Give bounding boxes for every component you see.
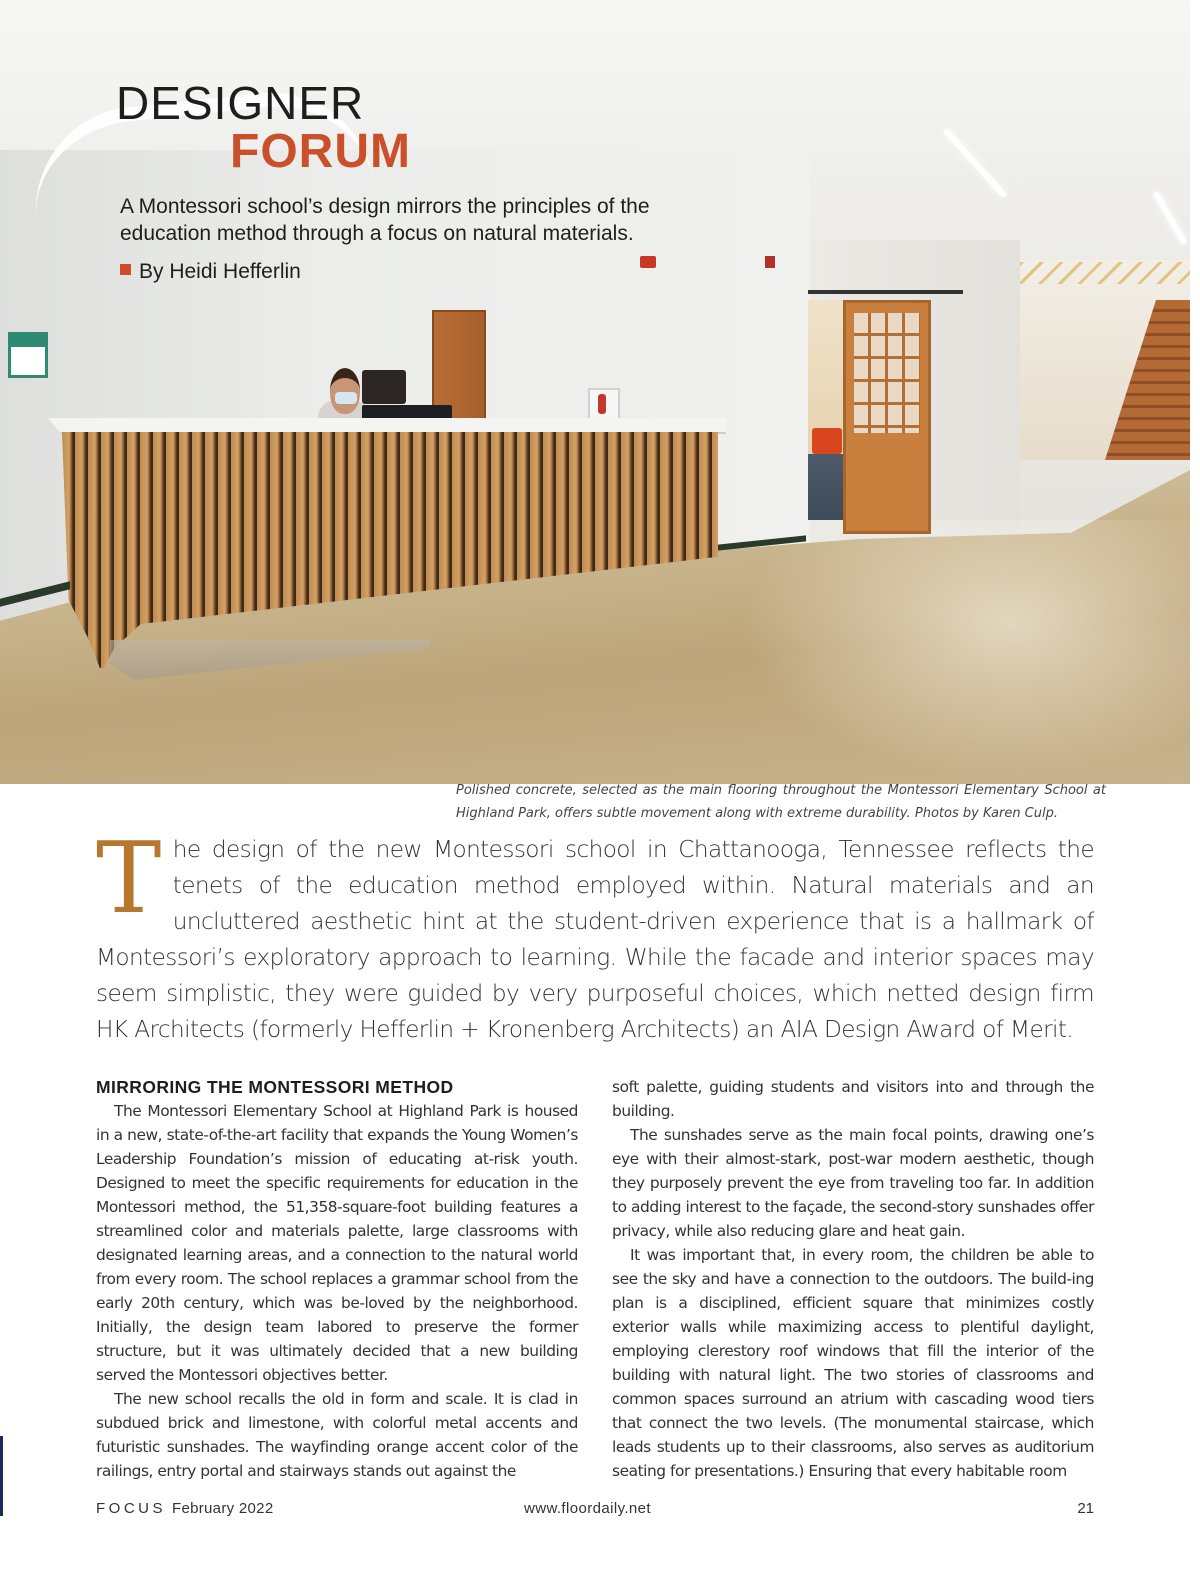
body-paragraph: The Montessori Elementary School at Highland Park is housed in a new, state-of-the-art facility that expands the Young Women’s Leadership Foundation’s mission of educating at-risk youth. Designed to meet the specific requirements for education in the Montessori method, the 51,358-square-foot building features a streamlined color and materials palette, large classrooms with designated learning areas, and a connection to the natural world from every room. The school replaces a grammar school from the early 20th century, which was be-loved by the neighborhood. Initially, the design team labored to preserve the former structure, but it was ultimately decided that a new building served the Montessori objectives better. xyxy=(96,1102,578,1384)
photo-room-sign xyxy=(8,332,48,378)
body-paragraph: The sunshades serve as the main focal points, drawing one’s eye with their almost-stark, post-war modern aesthetic, though they purposely prevent the eye from traveling too far. In addition to adding interest to the façade, the second-story sunshades offer privacy, while also reducing glare and heat gain. xyxy=(612,1126,1094,1240)
photo-reception-desk-top xyxy=(48,418,726,434)
photo-ceiling-light xyxy=(1152,191,1187,246)
page-edge-bar xyxy=(0,1436,3,1516)
body-paragraph: It was important that, in every room, the children be able to see the sky and have a connection to the outdoors. The build-ing plan is a disciplined, efficient square that minimizes costly exterior walls while maximizing access to plentiful daylight, employing clerestory roof windows that fill the interior of the building with natural light. The two stories of classrooms and common spaces surround an atrium with cascading wood tiers that connect the two levels. (The monumental staircase, which leads students up to their classrooms, also serves as auditorium seating for presentations.) Ensuring that every habitable room xyxy=(612,1246,1094,1480)
photo-truss xyxy=(1020,262,1190,284)
photo-printer xyxy=(362,370,406,404)
section-kicker-forum: FORUM xyxy=(230,125,411,178)
photo-face-mask xyxy=(335,392,357,404)
lead-paragraph xyxy=(96,822,1094,1048)
photo-room-sign-bar xyxy=(11,335,45,347)
footer-url[interactable]: www.floordaily.net xyxy=(524,1500,651,1517)
photo-barn-door xyxy=(843,300,931,534)
drop-cap: T xyxy=(96,822,161,936)
body-column-left xyxy=(96,1075,578,1483)
body-paragraph: soft palette, guiding students and visitors into and through the building. xyxy=(612,1078,1094,1120)
photo-orange-chair xyxy=(812,428,842,454)
byline-text: By Heidi Hefferlin xyxy=(139,260,301,283)
byline xyxy=(120,258,301,286)
photo-side-room xyxy=(808,300,846,520)
footer-publication xyxy=(96,1500,273,1517)
footer-date: February 2022 xyxy=(172,1500,274,1517)
section-kicker-designer: DESIGNER xyxy=(116,77,365,129)
photo-exit-sign xyxy=(640,256,656,268)
photo-fire-extinguisher-cabinet xyxy=(588,388,620,422)
lead-text: he design of the new Montessori school in Chattanooga, Tennessee reflects the tenets of the education method employed within. Natural materials and an uncluttered aesthetic hint at the student-driven experience that is a hallmark of Montessori’s exploratory approach to learning. While the facade and interior spaces may seem simplistic, they were guided by very purposeful choices, which netted design firm HK Architects (formerly Hefferlin + Kronenberg Architects) an AIA Design Award of Merit. xyxy=(96,836,1094,1043)
photo-caption: Polished concrete, selected as the main flooring throughout the Montessori Elementary School at Highland Park, offers subtle movement along with extreme durability. Photos by Karen Culp. xyxy=(456,783,1106,821)
article-deck: A Montessori school’s design mirrors the principles of the education method through a focus on natural materials. xyxy=(120,195,650,245)
subhead: MIRRORING THE MONTESSORI METHOD xyxy=(96,1077,454,1097)
photo-floor-reflection xyxy=(740,520,1190,780)
body-paragraph: The new school recalls the old in form and scale. It is clad in subdued brick and limestone, with colorful metal accents and futuristic sunshades. The wayfinding orange accent color of the railings, entry portal and stairways stands out against the xyxy=(96,1390,578,1480)
page-number: 21 xyxy=(1077,1500,1094,1517)
footer-publication-name: FOCUS xyxy=(96,1500,166,1517)
photo-receptionist-head xyxy=(330,368,360,414)
body-column-right xyxy=(612,1075,1094,1483)
photo-barn-door-rail xyxy=(808,290,963,294)
byline-square-icon xyxy=(120,264,131,275)
photo-barn-door-glass xyxy=(854,313,920,433)
photo-fire-alarm xyxy=(765,256,775,268)
page-footer xyxy=(96,1500,1094,1524)
